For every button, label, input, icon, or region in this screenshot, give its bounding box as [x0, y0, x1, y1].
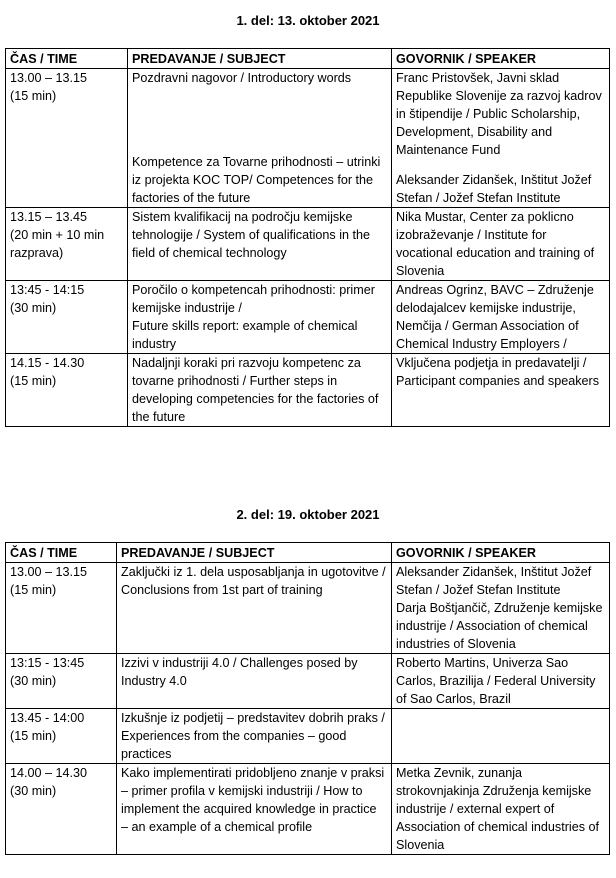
table-row	[6, 709, 610, 764]
duration: (15 min)	[10, 374, 57, 388]
speaker-text: Darja Boštjančič, Združenje kemijske industrije / Association of chemical industries of Slovenia	[396, 601, 603, 651]
header-time: ČAS / TIME	[6, 543, 117, 563]
speaker-text: Aleksander Zidanšek, Inštitut Jožef Stefan / Jožef Stefan Institute	[396, 173, 592, 205]
time-cell	[6, 563, 117, 654]
subject-text: Poročilo o kompetencah prihodnosti: primer kemijske industrije /	[132, 283, 375, 315]
duration: (30 min)	[10, 301, 57, 315]
speaker-text: Franc Pristovšek, Javni sklad Republike Slovenije za razvoj kadrov in štipendije / Public Scholarship, Development, Disability and Maintenance Fund	[396, 71, 602, 157]
time-range: 14.15 - 14.30	[10, 356, 85, 370]
table-row	[6, 281, 610, 354]
duration: (30 min)	[10, 784, 57, 798]
speaker-cell: Andreas Ogrinz, BAVC – Združenje delodajalcev kemijske industrije, Nemčija / German Association of Chemical Industry Employers /	[392, 281, 610, 354]
subject-cell: Izzivi v industriji 4.0 / Challenges posed by Industry 4.0	[117, 654, 392, 709]
time-range: 13.00 – 13.15	[10, 565, 88, 579]
table-row	[6, 354, 610, 427]
time-range: 13:45 - 14:15	[10, 283, 85, 297]
subject-cell: Zaključki iz 1. dela usposabljanja in ugotovitve / Conclusions from 1st part of training	[117, 563, 392, 654]
table-row	[6, 69, 610, 208]
subject-cell: Sistem kvalifikacij na področju kemijske tehnologije / System of qualifications in the field of chemical technology	[128, 208, 392, 281]
duration: (30 min)	[10, 674, 57, 688]
time-cell	[6, 69, 128, 208]
time-cell	[6, 709, 117, 764]
time-cell	[6, 208, 128, 281]
part1-title: 1. del: 13. oktober 2021	[236, 13, 380, 28]
table-row	[6, 208, 610, 281]
subject-cell: Izkušnje iz podjetij – predstavitev dobrih praks / Experiences from the companies – good practices	[117, 709, 392, 764]
time-cell	[6, 764, 117, 855]
speaker-cell: Roberto Martins, Univerza Sao Carlos, Brazilija / Federal University of Sao Carlos, Brazil	[392, 654, 610, 709]
table-header-row	[6, 543, 610, 563]
time-cell	[6, 354, 128, 427]
speaker-cell: Nika Mustar, Center za poklicno izobraževanje / Institute for vocational education and training of Slovenia	[392, 208, 610, 281]
header-speaker: GOVORNIK / SPEAKER	[392, 49, 610, 69]
table-row	[6, 764, 610, 855]
speaker-cell	[392, 709, 610, 764]
table-row	[6, 563, 610, 654]
time-cell	[6, 654, 117, 709]
subject-cell: Kako implementirati pridobljeno znanje v praksi – primer profila v kemijski industriji / How to implement the acquired knowledge in practice – an example of a chemical profile	[117, 764, 392, 855]
table-header-row	[6, 49, 610, 69]
header-time: ČAS / TIME	[6, 49, 128, 69]
subject-text: Pozdravni nagovor / Introductory words	[132, 71, 352, 85]
time-range: 13.45 - 14:00	[10, 711, 85, 725]
table-row	[6, 654, 610, 709]
part1-schedule-table	[5, 48, 610, 427]
speaker-cell	[392, 69, 610, 208]
duration: (15 min)	[10, 583, 57, 597]
subject-text: Kompetence za Tovarne prihodnosti – utrinki iz projekta KOC TOP/ Competences for the factories of the future	[132, 155, 381, 205]
part2-title: 2. del: 19. oktober 2021	[236, 507, 380, 522]
subject-cell: Nadaljnji koraki pri razvoju kompetenc za tovarne prihodnosti / Further steps in developing competencies for the factories of the future	[128, 354, 392, 427]
header-speaker: GOVORNIK / SPEAKER	[392, 543, 610, 563]
header-subject: PREDAVANJE / SUBJECT	[117, 543, 392, 563]
time-cell	[6, 281, 128, 354]
speaker-text: Aleksander Zidanšek, Inštitut Jožef Stefan / Jožef Stefan Institute	[396, 565, 592, 597]
speaker-cell: Metka Zevnik, zunanja strokovnjakinja Združenja kemijske industrije / external expert of Association of chemical industries of Slovenia	[392, 764, 610, 855]
duration: (20 min + 10 min razprava)	[10, 228, 105, 260]
subject-text: Future skills report: example of chemical industry	[132, 319, 358, 351]
speaker-cell	[392, 563, 610, 654]
speaker-cell: Vključena podjetja in predavatelji / Participant companies and speakers	[392, 354, 610, 427]
header-subject: PREDAVANJE / SUBJECT	[128, 49, 392, 69]
time-range: 13:15 - 13:45	[10, 656, 85, 670]
subject-cell	[128, 69, 392, 208]
time-range: 13.15 – 13.45	[10, 210, 88, 224]
duration: (15 min)	[10, 89, 57, 103]
duration: (15 min)	[10, 729, 57, 743]
time-range: 14.00 – 14.30	[10, 766, 88, 780]
time-range: 13.00 – 13.15	[10, 71, 88, 85]
subject-cell	[128, 281, 392, 354]
part2-schedule-table	[5, 542, 610, 855]
